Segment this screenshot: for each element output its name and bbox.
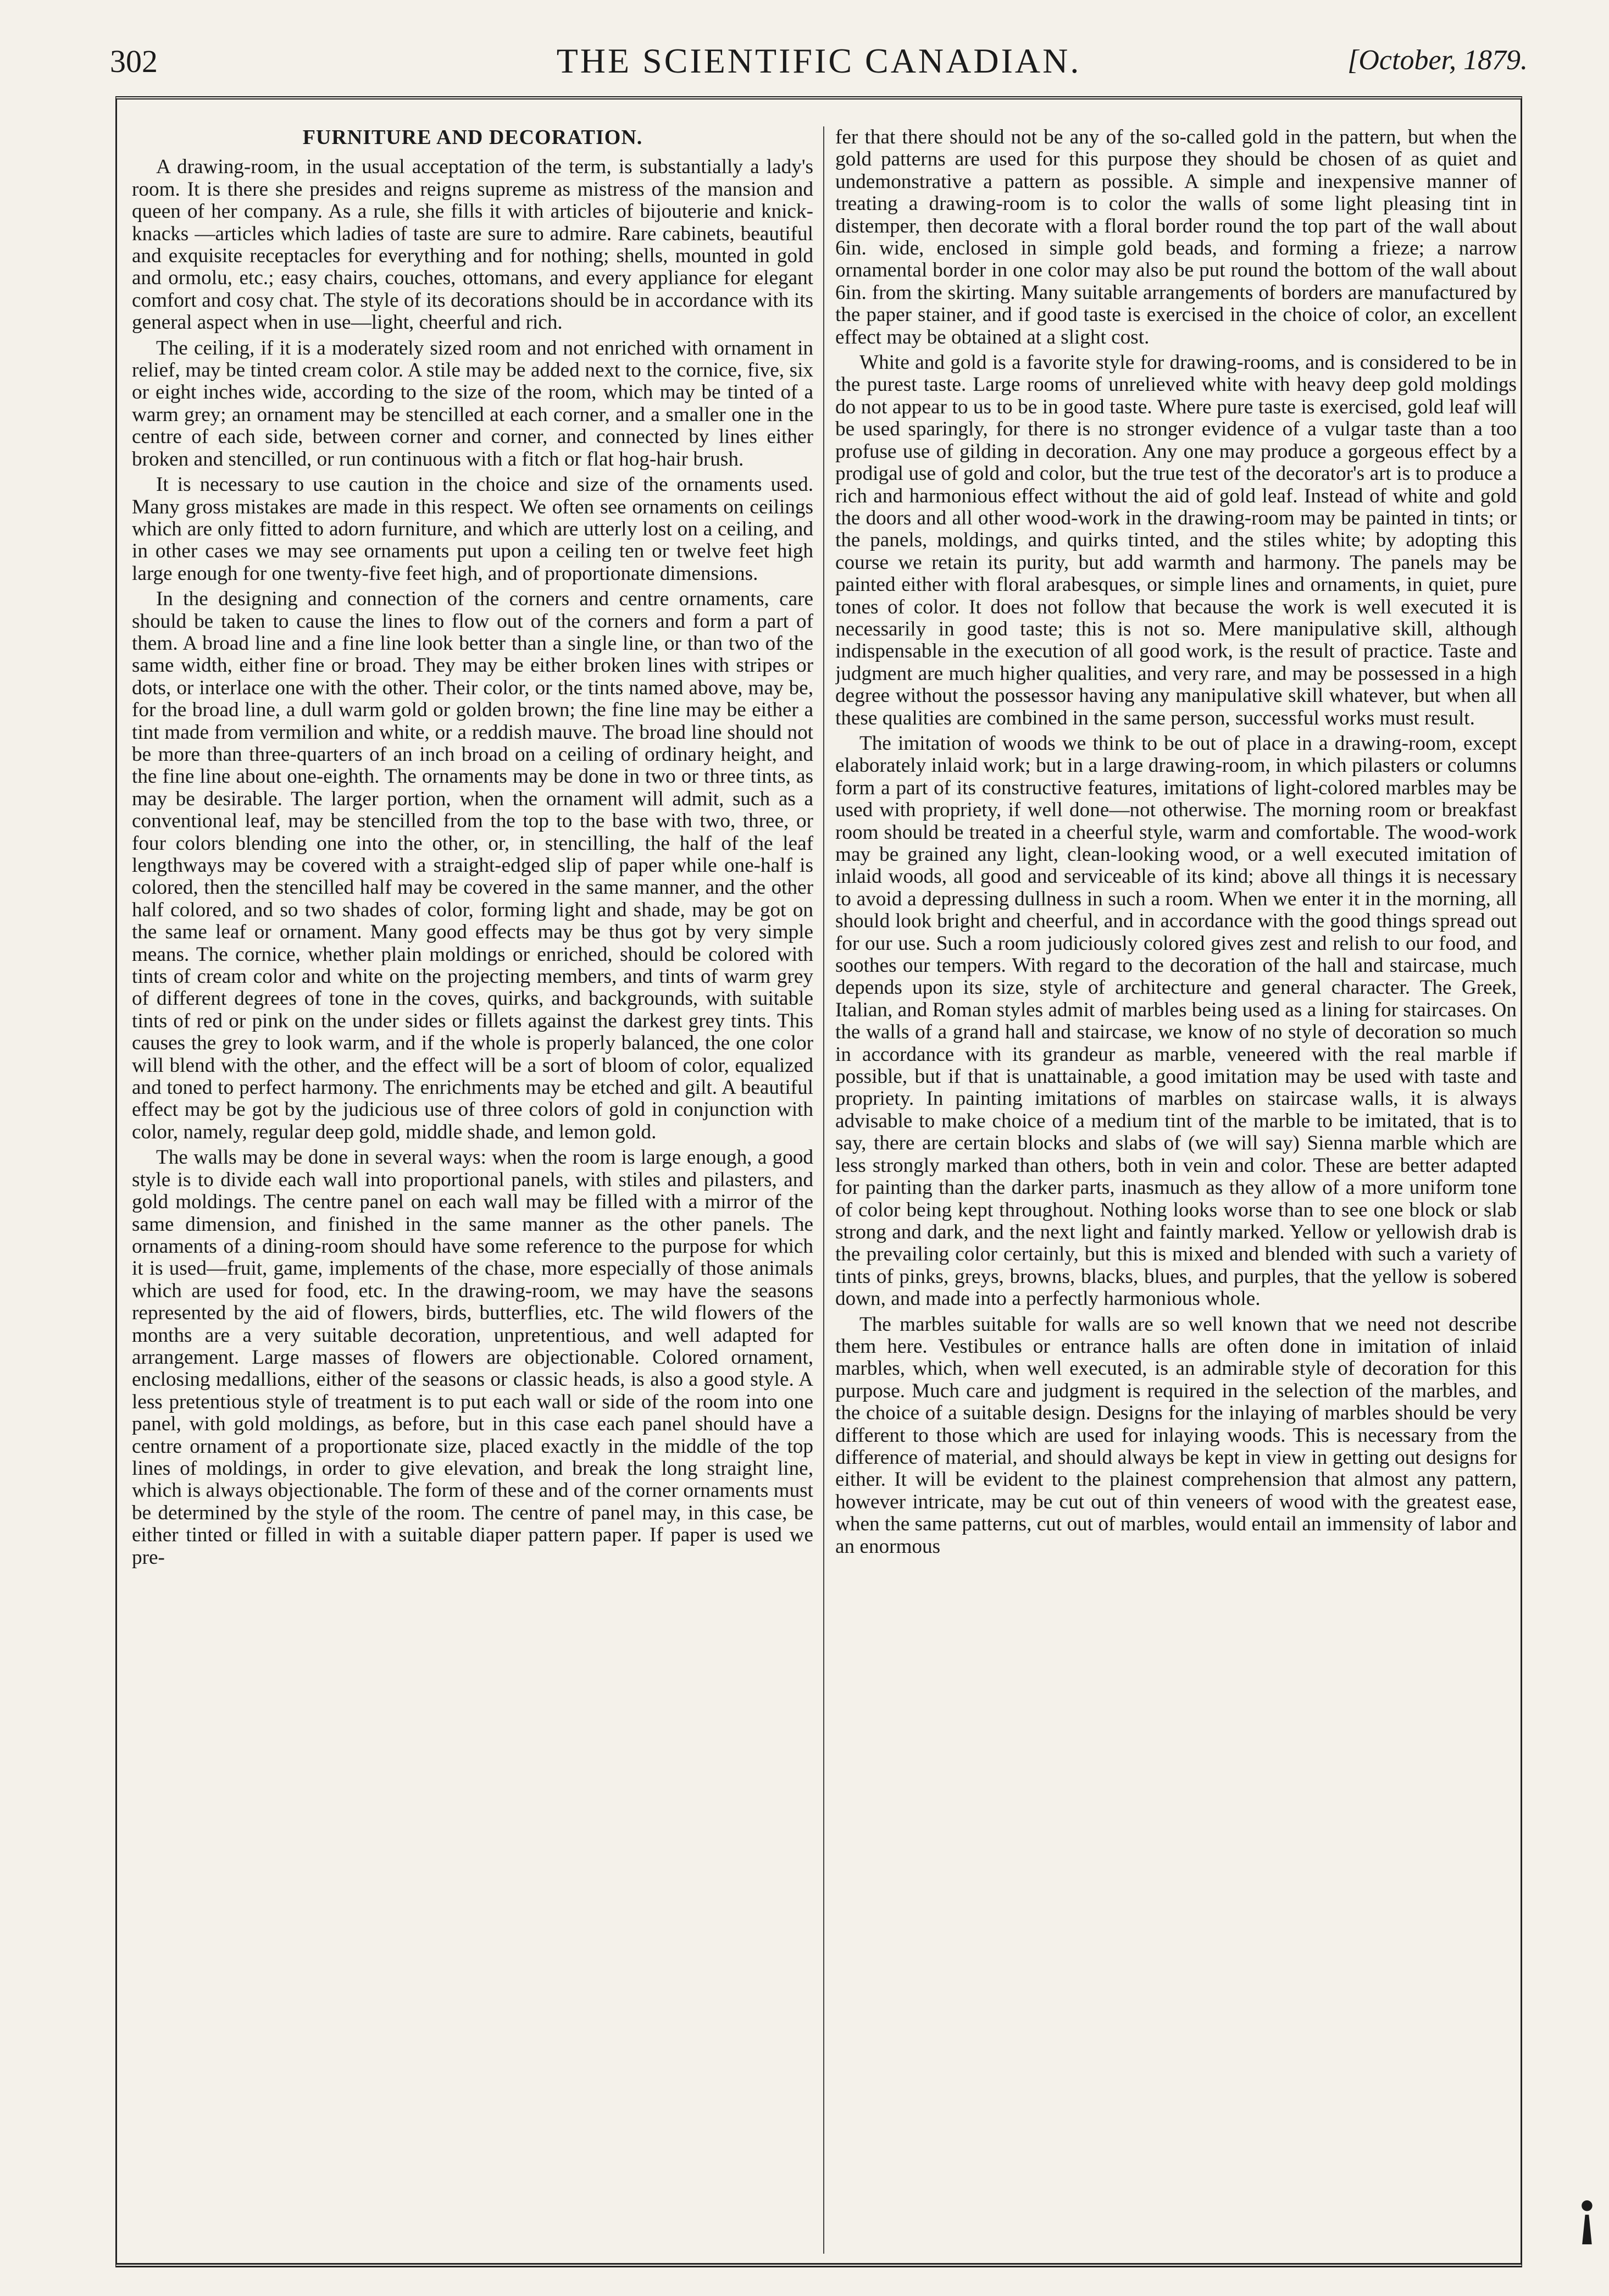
column-divider [823, 126, 824, 2254]
paragraph: A drawing-room, in the usual acceptation of the term, is substantially a lady's room. It is there she presides and reigns supreme as mistress of the mansion and queen of her company. As a rule, she fills it with articles of bijouterie and knick-knacks —articles which ladies of taste are sure to admire. Rare cabinets, beautiful and exquisite receptacles for everything and for nothing; shells, mounted in gold and ormolu, etc.; easy chairs, couches, ottomans, and every appliance for elegant comfort and cosy chat. The style of its decorations should be in accordance with its general aspect when in use—light, cheerful and rich. [132, 156, 813, 334]
paragraph: It is necessary to use caution in the choice and size of the ornaments used. Many gross mistakes are made in this respect. We often see ornaments on ceilings which are only fitted to adorn furniture, and which are utterly lost on a ceiling, and in other cases we may see ornaments put upon a ceiling ten or twelve feet high large enough for one twenty-five feet high, and of proportionate dimensions. [132, 473, 813, 585]
paragraph: White and gold is a favorite style for drawing-rooms, and is considered to be in the purest taste. Large rooms of unrelieved white with heavy deep gold moldings do not appear to us to be in good taste. Where pure taste is exercised, gold leaf will be used sparingly, for there is no stronger evidence of a vulgar taste than a too profuse use of gilding in decoration. Any one may produce a gorgeous effect by a prodigal use of gold and color, but the true test of the decorator's art is to produce a rich and harmonious effect without the aid of gold leaf. Instead of white and gold the doors and all other wood-work in the drawing-room may be painted in tints; or the panels, moldings, and quirks tinted, and the stiles white; by adopting this course we retain its purity, but add warmth and harmony. The panels may be painted either with floral arabesques, or simple lines and ornaments, in quiet, pure tones of color. It does not follow that because the work is well executed it is necessarily in good taste; this is not so. Mere manipulative skill, although indispensable in the execution of all good work, is the result of practice. Taste and judgment are much higher qualities, and very rare, and may be possessed in a high degree without the possessor having any manipulative skill whatever, but when all these qualities are combined in the same person, successful works must result. [835, 351, 1517, 729]
paragraph: The ceiling, if it is a moderately sized room and not enriched with ornament in relief, may be tinted cream color. A stile may be added next to the cornice, five, six or eight inches wide, according to the size of the room, which may be tinted of a warm grey; an ornament may be stencilled at each corner, and a smaller one in the centre of each side, between corner and corner, and connected by lines either broken and stencilled, or run continuous with a fitch or flat hog-hair brush. [132, 336, 813, 471]
issue-date: [October, 1879. [1347, 45, 1528, 76]
paragraph: In the designing and connection of the corners and centre ornaments, care should be taken to cause the lines to flow out of the corners and form a part of them. A broad line and a fine line look better than a single line, or than two of the same width, either fine or broad. They may be either broken lines with stripes or dots, or interlace one with the other. Their color, or the tints named above, may be, for the broad line, a dull warm gold or golden brown; the fine line may be either a tint made from vermilion and white, or a reddish mauve. The broad line should not be more than three-quarters of an inch broad on a ceiling of ordinary height, and the fine line about one-eighth. The ornaments may be done in two or three tints, as may be desirable. The larger portion, when the ornament will admit, such as a conventional leaf, may be stencilled from the top to the base with two, three, or four colors blending one into the other, or, in stencilling, the half of the leaf lengthways may be covered with a straight-edged slip of paper while one-half is colored, then the stencilled half may be covered in the same manner, and the other half colored, and so two shades of color, forming light and shade, may be got on the same leaf or ornament. Many good effects may be thus got by very simple means. The cornice, whether plain moldings or enriched, should be colored with tints of cream color and white on the projecting members, and tints of warm grey of different degrees of tone in the coves, quirks, and backgrounds, with suitable tints of red or pink on the under sides or fillets against the darkest grey tints. This causes the grey to look warm, and if the whole is properly balanced, the one color will blend with the other, and the effect will be a sort of bloom of color, equalized and toned to perfect harmony. The enrichments may be etched and gilt. A beautiful effect may be got by the judicious use of three colors of gold in conjunction with color, namely, regular deep gold, middle shade, and lemon gold. [132, 588, 813, 1143]
page-number: 302 [110, 43, 158, 79]
margin-mark: ¡ [1576, 2172, 1598, 2245]
paragraph: The imitation of woods we think to be out of place in a drawing-room, except elaborately inlaid work; but in a large drawing-room, in which pilasters or columns form a part of its constructive features, imitations of light-colored marbles may be used with propriety, if well done—not otherwise. The morning room or breakfast room should be treated in a cheerful style, warm and comfortable. The wood-work may be grained any light, clean-looking wood, or a well executed imitation of inlaid woods, all good and serviceable of its kind; above all things it is necessary to avoid a depressing dullness in such a room. When we enter it in the morning, all should look bright and cheerful, and in accordance with the good things spread out for our use. Such a room judiciously colored gives zest and relish to our food, and soothes our tempers. With regard to the decoration of the hall and staircase, much depends upon its size, style of architecture and general character. The Greek, Italian, and Roman styles admit of marbles being used as a lining for staircases. On the walls of a grand hall and staircase, we know of no style of decoration so much in accordance with its grandeur as marble, veneered with the real marble if possible, but if that is unattainable, a good imitation may be used with taste and propriety. In painting imitations of marbles on staircase walls, it is always advisable to make choice of a medium tint of the marble to be imitated, that is to say, there are certain blocks and slabs of (we will say) Sienna marble which are less strongly marked than others, both in vein and color. These are better adapted for painting than the darker parts, inasmuch as they allow of a more uniform tone of color being kept throughout. Nothing looks worse than to see one block or slab strong and dark, and the next light and faintly marked. Yellow or yellowish drab is the prevailing color certainly, but this is mixed and blended with such a variety of tints of pinks, greys, browns, blacks, blues, and purples, that the yellow is sobered down, and made into a perfectly harmonious whole. [835, 732, 1517, 1310]
paragraph: The walls may be done in several ways: when the room is large enough, a good style is to divide each wall into proportional panels, with stiles and pilasters, and gold moldings. The centre panel on each wall may be filled with a mirror of the same dimension, and finished in the same manner as the other panels. The ornaments of a dining-room should have some reference to the purpose for which it is used—fruit, game, implements of the chase, more especially of those animals which are used for food, etc. In the drawing-room, we may have the seasons represented by the aid of flowers, birds, butterflies, etc. The wild flowers of the months are a very suitable decoration, unpretentious, and well adapted for arrangement. Large masses of flowers are objectionable. Colored ornament, enclosing medallions, either of the seasons or classic heads, is also a good style. A less pretentious style of treatment is to put each wall or side of the room into one panel, with gold moldings, as before, but in this case each panel should have a centre ornament of a proportionate size, placed exactly in the middle of the top lines of moldings, in order to give elevation, and break the long straight line, which is always objectionable. The form of these and of the corner ornaments must be determined by the style of the room. The centre of panel may, in this case, be either tinted or filled in with a suitable diaper pattern paper. If paper is used we pre- [132, 1146, 813, 1569]
masthead: THE SCIENTIFIC CANADIAN. [556, 41, 1081, 80]
article-title: FURNITURE AND DECORATION. [302, 126, 643, 149]
right-column [835, 126, 1517, 2254]
left-column [132, 126, 813, 2254]
paragraph: The marbles suitable for walls are so well known that we need not describe them here. Vestibules or entrance halls are often done in imitation of inlaid marbles, which, when well executed, is an admirable style of decoration for this purpose. Much care and judgment is required in the selection of the marbles, and the choice of a suitable design. Designs for the inlaying of marbles should be very different to those which are used for inlaying woods. This is necessary from the difference of material, and should always be kept in view in getting out designs for either. It will be evident to the plainest comprehension that almost any pattern, however intricate, may be cut out of thin veneers of wood with the greatest ease, when the same patterns, cut out of marbles, would entail an immensity of labor and an enormous [835, 1313, 1517, 1558]
page-header [110, 33, 1528, 93]
paragraph-continuation: fer that there should not be any of the so-called gold in the pattern, but when the gold patterns are used for this purpose they should be chosen of as quiet and undemonstrative a pattern as possible. A simple and inexpensive manner of treating a drawing-room is to color the walls of some light pleasing tint in distemper, then decorate with a floral border round the top part of the wall about 6in. wide, enclosed in simple gold beads, and forming a frieze; a narrow ornamental border in one color may also be put round the bottom of the wall about 6in. from the skirting. Many suitable arrangements of borders are manufactured by the paper stainer, and if good taste is exercised in the choice of color, an excellent effect may be obtained at a slight cost. [835, 126, 1517, 348]
